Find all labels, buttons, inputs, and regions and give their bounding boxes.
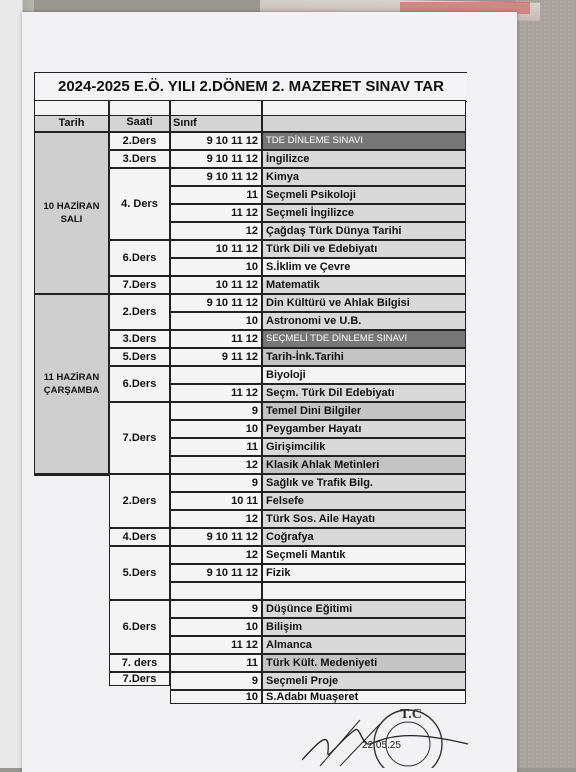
header-sinav-saati-line: Saati bbox=[126, 116, 153, 128]
title-text: 2024-2025 E.Ö. YILI 2.DÖNEM 2. MAZERET SINAV TAR bbox=[58, 78, 444, 95]
period-cell: 7.Ders bbox=[109, 672, 170, 686]
row-sinif: 11 12 bbox=[170, 204, 262, 222]
period-cell: 3.Ders bbox=[109, 150, 170, 168]
day-cell bbox=[34, 474, 109, 476]
svg-text:T.C: T.C bbox=[400, 707, 422, 722]
row-ders: Fizik bbox=[262, 564, 466, 582]
row-ders: Türk Kült. Medeniyeti bbox=[262, 654, 466, 672]
period-cell: 2.Ders bbox=[109, 294, 170, 330]
row-ders: Seçmeli İngilizce bbox=[262, 204, 466, 222]
row-sinif: 9 bbox=[170, 402, 262, 420]
row-sinif: 9 bbox=[170, 672, 262, 690]
row-ders: Seçm. Türk Dil Edebiyatı bbox=[262, 384, 466, 402]
row-sinif: 10 bbox=[170, 312, 262, 330]
row-ders: Bilişim bbox=[262, 618, 466, 636]
row-ders: Sağlık ve Trafik Bilg. bbox=[262, 474, 466, 492]
blank-row-cell bbox=[170, 100, 262, 116]
period-cell: 6.Ders bbox=[109, 366, 170, 402]
row-sinif: 10 11 bbox=[170, 492, 262, 510]
row-sinif: 10 bbox=[170, 690, 262, 704]
period-cell: 4.Ders bbox=[109, 528, 170, 546]
row-ders: Felsefe bbox=[262, 492, 466, 510]
row-ders: Çağdaş Türk Dünya Tarihi bbox=[262, 222, 466, 240]
underlying-paper bbox=[0, 0, 23, 768]
row-ders: Kimya bbox=[262, 168, 466, 186]
row-sinif: 9 bbox=[170, 600, 262, 618]
row-sinif: 10 11 12 bbox=[170, 276, 262, 294]
header-sinif: Sınıf bbox=[170, 100, 262, 132]
row-ders: Peygamber Hayatı bbox=[262, 420, 466, 438]
schedule-table bbox=[34, 100, 466, 706]
row-sinif: 10 bbox=[170, 618, 262, 636]
table-surface bbox=[515, 0, 576, 768]
row-ders: SEÇMELİ TDE DİNLEME SINAVI bbox=[262, 330, 466, 348]
stamp-date: 22.05.25 bbox=[362, 740, 401, 751]
row-sinif: 11 bbox=[170, 654, 262, 672]
blank-row-cell bbox=[109, 100, 170, 116]
row-ders: TDE DİNLEME SINAVI bbox=[262, 132, 466, 150]
row-ders: Matematik bbox=[262, 276, 466, 294]
row-sinif: 9 bbox=[170, 474, 262, 492]
day-label: 10 HAZİRAN bbox=[43, 201, 100, 212]
row-ders: Türk Sos. Aile Hayatı bbox=[262, 510, 466, 528]
header-tarih-label: Tarih bbox=[58, 117, 85, 129]
row-sinif: 10 bbox=[170, 258, 262, 276]
row-sinif: 11 12 bbox=[170, 384, 262, 402]
row-ders: Coğrafya bbox=[262, 528, 466, 546]
row-sinif: 11 12 bbox=[170, 636, 262, 654]
period-cell: 7. ders bbox=[109, 654, 170, 672]
row-ders bbox=[262, 582, 466, 600]
period-cell: 6.Ders bbox=[109, 240, 170, 276]
row-ders: Düşünce Eğitimi bbox=[262, 600, 466, 618]
row-sinif bbox=[170, 366, 262, 384]
row-sinif: 11 bbox=[170, 186, 262, 204]
row-ders: Almanca bbox=[262, 636, 466, 654]
day-label: SALI bbox=[60, 214, 83, 225]
period-cell: 4. Ders bbox=[109, 168, 170, 240]
row-sinif bbox=[170, 582, 262, 600]
period-cell: 6.Ders bbox=[109, 600, 170, 654]
period-cell: 2.Ders bbox=[109, 474, 170, 528]
document-title bbox=[34, 72, 467, 102]
day-label: 11 HAZİRAN bbox=[43, 372, 100, 383]
row-ders: Türk Dili ve Edebiyatı bbox=[262, 240, 466, 258]
row-ders: S.İklim ve Çevre bbox=[262, 258, 466, 276]
blank-row-cell bbox=[34, 100, 109, 116]
row-ders: İngilizce bbox=[262, 150, 466, 168]
row-ders: Temel Dini Bilgiler bbox=[262, 402, 466, 420]
row-ders: Seçmeli Mantık bbox=[262, 546, 466, 564]
day-cell bbox=[34, 294, 109, 474]
row-ders: S.Adabı Muaşeret bbox=[262, 690, 466, 704]
row-ders: Biyoloji bbox=[262, 366, 466, 384]
row-sinif: 9 10 11 12 bbox=[170, 528, 262, 546]
day-label: ÇARŞAMBA bbox=[43, 385, 100, 396]
row-ders: Astronomi ve U.B. bbox=[262, 312, 466, 330]
period-cell: 7.Ders bbox=[109, 276, 170, 294]
row-sinif: 9 10 11 12 bbox=[170, 132, 262, 150]
period-cell: 5.Ders bbox=[109, 546, 170, 600]
row-sinif: 12 bbox=[170, 510, 262, 528]
row-sinif: 9 10 11 12 bbox=[170, 564, 262, 582]
row-sinif: 9 10 11 12 bbox=[170, 168, 262, 186]
period-cell: 7.Ders bbox=[109, 402, 170, 474]
signature-stamp bbox=[300, 700, 470, 768]
row-sinif: 12 bbox=[170, 456, 262, 474]
period-cell: 5.Ders bbox=[109, 348, 170, 366]
period-cell: 3.Ders bbox=[109, 330, 170, 348]
row-sinif: 10 11 12 bbox=[170, 240, 262, 258]
blank-row-cell bbox=[262, 100, 466, 116]
row-ders: Din Kültürü ve Ahlak Bilgisi bbox=[262, 294, 466, 312]
row-sinif: 10 bbox=[170, 420, 262, 438]
row-sinif: 12 bbox=[170, 546, 262, 564]
row-sinif: 9 10 11 12 bbox=[170, 150, 262, 168]
row-sinif: 12 bbox=[170, 222, 262, 240]
period-cell: 2.Ders bbox=[109, 132, 170, 150]
row-ders: Seçmeli Psikoloji bbox=[262, 186, 466, 204]
day-cell bbox=[34, 132, 109, 294]
row-sinif: 11 12 bbox=[170, 330, 262, 348]
row-ders: Girişimcilik bbox=[262, 438, 466, 456]
day-label bbox=[35, 475, 108, 476]
row-ders: Tarih-İnk.Tarihi bbox=[262, 348, 466, 366]
row-sinif: 9 10 11 12 bbox=[170, 294, 262, 312]
row-ders: Seçmeli Proje bbox=[262, 672, 466, 690]
row-sinif: 9 11 12 bbox=[170, 348, 262, 366]
row-ders: Klasik Ahlak Metinleri bbox=[262, 456, 466, 474]
row-sinif: 11 bbox=[170, 438, 262, 456]
